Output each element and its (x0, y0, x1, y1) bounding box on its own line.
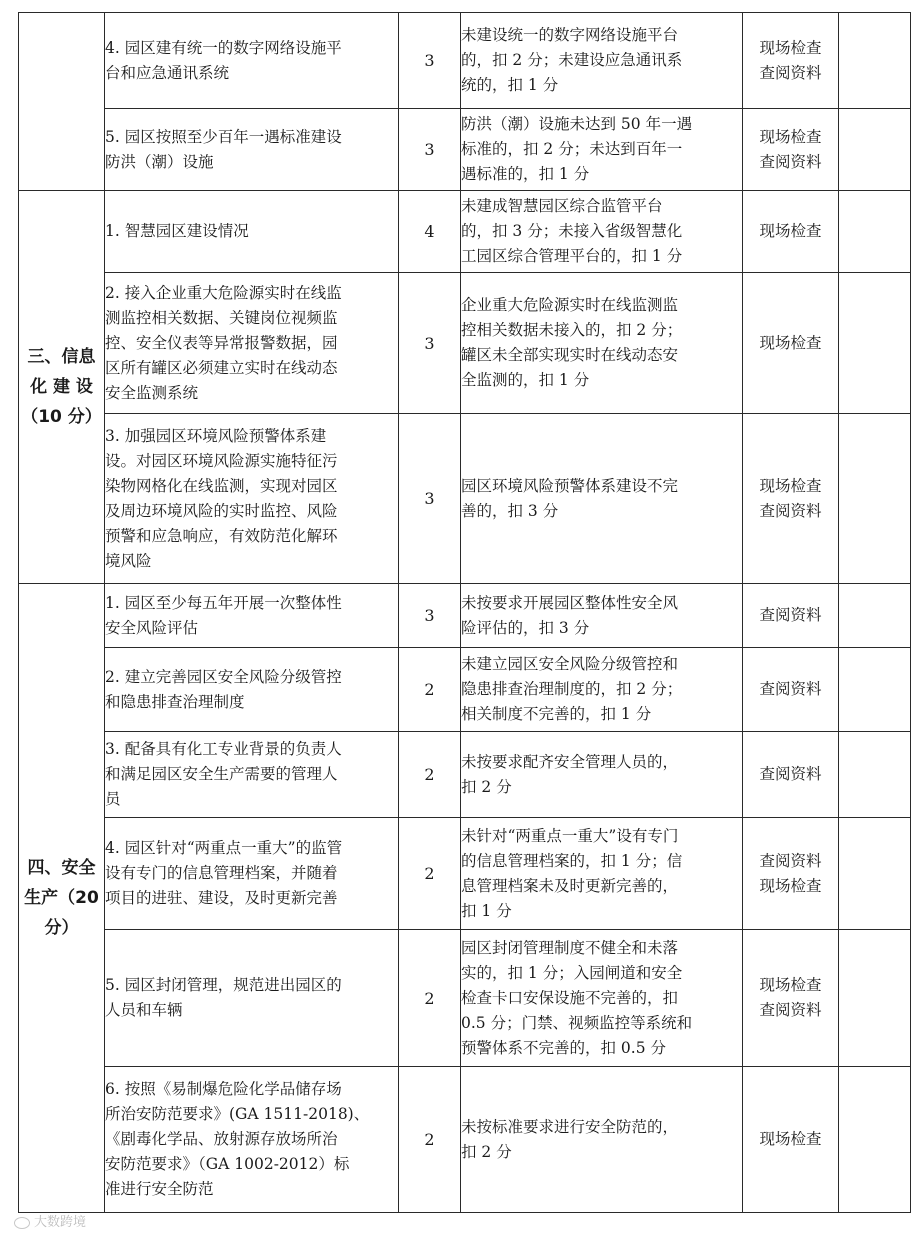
method-cell (743, 930, 839, 1067)
method-cell (743, 414, 839, 584)
text-line: 扣 1 分 (461, 901, 512, 920)
text-line: 的信息管理档案的，扣 1 分；信 (461, 851, 683, 870)
text-line: 安全风险评估 (105, 618, 199, 637)
item-cell (105, 732, 399, 818)
method-cell (743, 273, 839, 414)
text-line: 预警体系不完善的，扣 0.5 分 (461, 1038, 667, 1057)
text-line: 四、安全 (27, 858, 96, 878)
table-row (19, 414, 911, 584)
text-line: 现场检查 (759, 1130, 822, 1148)
rule-cell (461, 930, 743, 1067)
text-line: 现场检查 (759, 38, 822, 57)
score-cell: 3 (399, 584, 461, 648)
rule-cell (461, 584, 743, 648)
text-line: 染物网格化在线监测，实现对园区 (105, 476, 338, 495)
scoring-table (18, 12, 911, 1213)
text-line: 遇标准的，扣 1 分 (461, 165, 590, 183)
text-line: 4. 园区建有统一的数字网络设施平 (105, 38, 342, 57)
text-line: 标准的，扣 2 分；未达到百年一 (461, 140, 683, 158)
table-row (19, 13, 911, 109)
text-line: 及周边环境风险的实时监控、风险 (105, 501, 338, 520)
item-cell (105, 414, 399, 584)
score-cell: 2 (399, 648, 461, 732)
rule-cell (461, 273, 743, 414)
category-cell (19, 584, 105, 1213)
score-entry-cell (839, 414, 911, 584)
table-row (19, 1067, 911, 1213)
text-line: 设有专门的信息管理档案，并随着 (105, 864, 338, 882)
method-cell (743, 732, 839, 818)
rule-cell (461, 414, 743, 584)
text-line: 5. 园区封闭管理，规范进出园区的 (105, 976, 342, 994)
text-line: 未建设统一的数字网络设施平台 (461, 26, 679, 44)
text-line: 化 建 设 (30, 377, 93, 397)
text-line: 罐区未全部实现实时在线动态安 (461, 346, 679, 364)
table-row (19, 191, 911, 273)
text-line: 扣 2 分 (461, 777, 512, 796)
category-cell (19, 191, 105, 584)
score-cell: 2 (399, 1067, 461, 1213)
table-row (19, 584, 911, 648)
text-line: 查阅资料 (759, 63, 822, 82)
text-line: 现场检查 (759, 476, 822, 495)
category-cell (19, 13, 105, 191)
score-cell: 2 (399, 930, 461, 1067)
text-line: 息管理档案未及时更新完善的， (461, 876, 679, 895)
text-line: 3. 加强园区环境风险预警体系建 (105, 426, 327, 445)
text-line: 相关制度不完善的，扣 1 分 (461, 705, 652, 723)
score-cell: 3 (399, 414, 461, 584)
text-line: 员 (105, 790, 121, 808)
item-cell (105, 818, 399, 930)
text-line: 台和应急通讯系统 (105, 63, 230, 82)
text-line: 境风险 (105, 551, 152, 570)
method-cell (743, 109, 839, 191)
text-line: 1. 园区至少每五年开展一次整体性 (105, 593, 342, 612)
item-cell (105, 648, 399, 732)
text-line: 扣 2 分 (461, 1142, 512, 1161)
text-line: 查阅资料 (759, 680, 822, 698)
text-line: 4. 园区针对“两重点一重大”的监管 (105, 839, 343, 857)
score-cell: 3 (399, 273, 461, 414)
table-row (19, 732, 911, 818)
text-line: 《剧毒化学品、放射源存放场所治 (105, 1130, 338, 1148)
text-line: 查阅资料 (759, 152, 822, 171)
text-line: 园区封闭管理制度不健全和未落 (461, 938, 679, 957)
text-line: 安防范要求》（GA 1002-2012）标 (105, 1155, 350, 1173)
rule-cell (461, 109, 743, 191)
text-line: 控、安全仪表等异常报警数据，园 (105, 333, 338, 352)
text-line: 未建立园区安全风险分级管控和 (461, 655, 679, 673)
method-cell (743, 1067, 839, 1213)
score-cell: 2 (399, 732, 461, 818)
text-line: 2. 接入企业重大危险源实时在线监 (105, 283, 342, 302)
text-line: 查阅资料 (759, 765, 822, 783)
text-line: 和满足园区安全生产需要的管理人 (105, 765, 338, 783)
text-line: 的，扣 3 分；未接入省级智慧化 (461, 222, 683, 240)
text-line: 现场检查 (759, 976, 822, 994)
text-line: 防洪（潮）设施未达到 50 年一遇 (461, 115, 693, 133)
text-line: 现场检查 (759, 876, 822, 895)
rule-cell (461, 732, 743, 818)
watermark-text: 大数跨境 (34, 1215, 87, 1230)
text-line: 人员和车辆 (105, 1001, 183, 1019)
method-cell (743, 818, 839, 930)
method-cell (743, 648, 839, 732)
text-line: 全监测的，扣 1 分 (461, 371, 590, 389)
text-line: 预警和应急响应，有效防范化解环 (105, 526, 338, 545)
text-line: 查阅资料 (759, 606, 822, 624)
watermark (14, 1211, 86, 1230)
text-line: 现场检查 (759, 127, 822, 146)
method-cell (743, 13, 839, 109)
text-line: 准进行安全防范 (105, 1180, 214, 1198)
score-cell: 3 (399, 109, 461, 191)
text-line: 统的，扣 1 分 (461, 76, 559, 94)
score-entry-cell (839, 818, 911, 930)
text-line: 实的，扣 1 分；入园闸道和安全 (461, 963, 683, 982)
score-cell: 2 (399, 818, 461, 930)
text-line: 三、信息 (27, 347, 96, 367)
text-line: 的，扣 2 分；未建设应急通讯系 (461, 51, 683, 69)
text-line: 善的，扣 3 分 (461, 501, 559, 520)
text-line: 项目的进驻、建设，及时更新完善 (105, 889, 338, 907)
text-line: 隐患排查治理制度的，扣 2 分； (461, 680, 683, 698)
text-line: 工园区综合管理平台的，扣 1 分 (461, 247, 683, 265)
scoring-table-body (19, 13, 911, 1213)
text-line: （10 分） (21, 407, 102, 427)
text-line: 未按要求开展园区整体性安全风 (461, 593, 679, 612)
text-line: 分） (44, 918, 79, 938)
rule-cell (461, 1067, 743, 1213)
score-entry-cell (839, 732, 911, 818)
rule-cell (461, 818, 743, 930)
table-row (19, 818, 911, 930)
text-line: 未按标准要求进行安全防范的， (461, 1117, 679, 1136)
rule-cell (461, 13, 743, 109)
text-line: 设。对园区环境风险源实施特征污 (105, 451, 338, 470)
rule-cell (461, 191, 743, 273)
score-entry-cell (839, 191, 911, 273)
text-line: 控相关数据未接入的，扣 2 分； (461, 321, 683, 339)
text-line: 查阅资料 (759, 1001, 822, 1019)
table-row (19, 109, 911, 191)
chat-bubble-icon (14, 1217, 30, 1229)
text-line: 5. 园区按照至少百年一遇标准建设 (105, 127, 342, 146)
text-line: 2. 建立完善园区安全风险分级管控 (105, 667, 342, 686)
text-line: 6. 按照《易制爆危险化学品储存场 (105, 1080, 342, 1098)
item-cell (105, 930, 399, 1067)
item-cell (105, 191, 399, 273)
text-line: 防洪（潮）设施 (105, 152, 214, 171)
rule-cell (461, 648, 743, 732)
method-cell (743, 584, 839, 648)
score-entry-cell (839, 584, 911, 648)
score-entry-cell (839, 13, 911, 109)
score-entry-cell (839, 109, 911, 191)
item-cell (105, 1067, 399, 1213)
item-cell (105, 273, 399, 414)
text-line: 安全监测系统 (105, 383, 199, 402)
text-line: 1. 智慧园区建设情况 (105, 222, 249, 240)
text-line: 生产（20 (24, 888, 99, 908)
text-line: 3. 配备具有化工专业背景的负责人 (105, 740, 342, 758)
text-line: 未按要求配齐安全管理人员的， (461, 752, 679, 771)
table-row (19, 930, 911, 1067)
text-line: 园区环境风险预警体系建设不完 (461, 476, 679, 495)
item-cell (105, 13, 399, 109)
text-line: 区所有罐区必须建立实时在线动态 (105, 358, 338, 377)
text-line: 和隐患排查治理制度 (105, 692, 245, 711)
score-entry-cell (839, 930, 911, 1067)
text-line: 查阅资料 (759, 851, 822, 870)
text-line: 检查卡口安保设施不完善的，扣 (461, 988, 679, 1007)
score-cell: 3 (399, 13, 461, 109)
item-cell (105, 584, 399, 648)
table-row (19, 273, 911, 414)
text-line: 未建成智慧园区综合监管平台 (461, 197, 663, 215)
text-line: 现场检查 (759, 333, 822, 352)
text-line: 未针对“两重点一重大”设有专门 (461, 826, 679, 845)
text-line: 测监控相关数据、关键岗位视频监 (105, 308, 338, 327)
method-cell (743, 191, 839, 273)
score-entry-cell (839, 648, 911, 732)
text-line: 0.5 分；门禁、视频监控等系统和 (461, 1013, 693, 1032)
text-line: 现场检查 (759, 222, 822, 240)
table-row (19, 648, 911, 732)
score-entry-cell (839, 1067, 911, 1213)
item-cell (105, 109, 399, 191)
score-entry-cell (839, 273, 911, 414)
score-cell: 4 (399, 191, 461, 273)
text-line: 企业重大危险源实时在线监测监 (461, 296, 679, 314)
text-line: 查阅资料 (759, 501, 822, 520)
text-line: 所治安防范要求》(GA 1511-2018)、 (105, 1105, 370, 1123)
text-line: 险评估的，扣 3 分 (461, 618, 590, 637)
